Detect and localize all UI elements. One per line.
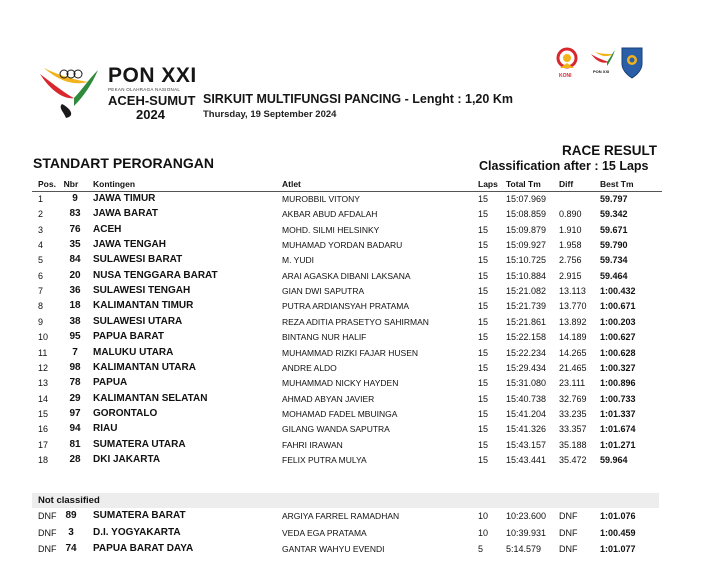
- table-row: [0, 438, 709, 453]
- cell-total: 15:08.859: [506, 209, 547, 220]
- cell-diff: DNF: [559, 511, 578, 521]
- cell-total: 15:09.927: [506, 240, 547, 251]
- cell-kontingen: GORONTALO: [93, 407, 158, 419]
- cell-nbr: 38: [69, 315, 81, 327]
- cell-kontingen: KALIMANTAN UTARA: [93, 361, 196, 373]
- cell-best: 1:00.733: [600, 393, 636, 404]
- cell-kontingen: DKI JAKARTA: [93, 453, 161, 465]
- cell-diff: 32.769: [559, 393, 587, 404]
- event-title: SIRKUIT MULTIFUNGSI PANCING - Lenght : 1,20 Km: [203, 92, 513, 106]
- cell-best: 59.734: [600, 255, 628, 266]
- cell-kontingen: SULAWESI BARAT: [93, 254, 183, 266]
- table-row: [0, 315, 709, 330]
- table-row: [0, 407, 709, 422]
- cell-best: 1:01.271: [600, 439, 636, 450]
- cell-nbr: 29: [69, 392, 81, 404]
- cell-best: 1:00.671: [600, 301, 636, 312]
- cell-diff: 13.770: [559, 301, 587, 312]
- cell-kontingen: KALIMANTAN SELATAN: [93, 392, 208, 404]
- cell-pos: 13: [38, 378, 49, 389]
- cell-laps: 15: [478, 454, 489, 465]
- cell-nbr: 81: [69, 438, 81, 450]
- cell-laps: 15: [478, 332, 489, 343]
- cell-best: 1:00.896: [600, 378, 636, 389]
- cell-diff: 21.465: [559, 362, 587, 373]
- cell-diff: 1.910: [559, 224, 582, 235]
- cell-diff: 23.111: [559, 378, 586, 389]
- cell-diff: 13.113: [559, 286, 586, 297]
- cell-diff: 0.890: [559, 209, 582, 220]
- table-row: [0, 392, 709, 407]
- cell-kontingen: SULAWESI UTARA: [93, 315, 183, 327]
- cell-total: 15:21.739: [506, 301, 547, 312]
- brand-region: ACEH-SUMUT: [108, 93, 196, 108]
- cell-nbr: 89: [65, 510, 77, 521]
- cell-nbr: 9: [72, 193, 78, 204]
- cell-nbr: 20: [69, 269, 81, 281]
- cell-total: 15:07.969: [506, 194, 547, 204]
- cell-pos: DNF: [38, 544, 57, 554]
- cell-total: 15:31.080: [506, 378, 547, 389]
- cell-kontingen: JAWA BARAT: [93, 208, 158, 220]
- cell-laps: 5: [478, 544, 484, 554]
- cell-laps: 15: [478, 209, 489, 220]
- cell-kontingen: PAPUA BARAT: [93, 331, 164, 343]
- cell-laps: 15: [478, 286, 489, 297]
- brand-year: 2024: [136, 107, 165, 122]
- cell-kontingen: PAPUA: [93, 377, 128, 389]
- cell-total: 15:22.158: [506, 332, 547, 343]
- cell-total: 15:29.434: [506, 362, 547, 373]
- cell-laps: 10: [478, 527, 489, 538]
- cell-atlet: REZA ADITIA PRASETYO SAHIRMAN: [282, 316, 429, 327]
- table-row: [0, 207, 709, 222]
- cell-atlet: ARGIYA FARREL RAMADHAN: [282, 511, 400, 521]
- cell-nbr: 98: [69, 361, 81, 373]
- cell-atlet: VEDA EGA PRATAMA: [282, 527, 367, 538]
- cell-nbr: 18: [69, 300, 81, 312]
- col-nbr: Nbr: [63, 179, 79, 189]
- cell-diff: 1.958: [559, 240, 582, 251]
- cell-total: 15:10.884: [506, 270, 547, 281]
- cell-total: 15:09.879: [506, 224, 547, 235]
- cell-pos: DNF: [38, 527, 57, 538]
- sponsor-emblems: [555, 44, 650, 88]
- cell-laps: 15: [478, 301, 489, 312]
- cell-pos: 3: [38, 224, 44, 235]
- cell-total: 15:43.441: [506, 454, 547, 465]
- cell-diff: DNF: [559, 527, 578, 538]
- col-best: Best Tm: [600, 179, 634, 189]
- cell-best: 1:01.077: [600, 544, 636, 554]
- table-row: [0, 453, 709, 468]
- cell-nbr: 36: [69, 285, 81, 297]
- cell-laps: 15: [478, 362, 489, 373]
- cell-pos: 6: [38, 270, 44, 281]
- cell-atlet: BINTANG NUR HALIF: [282, 332, 367, 343]
- cell-diff: 2.756: [559, 255, 582, 266]
- cell-total: 15:21.082: [506, 286, 547, 297]
- cell-total: 5:14.579: [506, 544, 542, 554]
- cell-best: 1:01.337: [600, 408, 636, 419]
- cell-diff: 14.189: [559, 332, 587, 343]
- cell-nbr: 76: [69, 223, 81, 235]
- cell-pos: DNF: [38, 511, 57, 521]
- race-result-heading: RACE RESULT: [561, 143, 657, 158]
- event-date: Thursday, 19 September 2024: [203, 109, 337, 120]
- not-classified-band: [32, 493, 659, 508]
- col-diff: Diff: [559, 179, 574, 189]
- cell-atlet: FAHRI IRAWAN: [282, 439, 343, 450]
- cell-total: 10:23.600: [506, 511, 547, 521]
- cell-pos: 17: [38, 439, 49, 450]
- cell-diff: DNF: [559, 544, 578, 554]
- cell-kontingen: KALIMANTAN TIMUR: [93, 300, 194, 312]
- cell-nbr: 95: [69, 331, 81, 343]
- cell-laps: 15: [478, 270, 489, 281]
- cell-diff: 13.892: [559, 316, 587, 327]
- cell-atlet: MOHD. SILMI HELSINKY: [282, 224, 380, 235]
- cell-pos: 1: [38, 194, 44, 204]
- pon-small-emblem-icon: [591, 50, 615, 66]
- cell-pos: 16: [38, 424, 49, 435]
- table-row: [0, 509, 709, 524]
- cell-nbr: 97: [69, 407, 81, 419]
- cell-laps: 15: [478, 378, 489, 389]
- cell-diff: 35.188: [559, 439, 587, 450]
- cell-best: 59.671: [600, 224, 628, 235]
- cell-best: 59.797: [600, 194, 628, 204]
- cell-total: 15:22.234: [506, 347, 547, 358]
- cell-pos: 12: [38, 362, 49, 373]
- cell-atlet: ARAI AGASKA DIBANI LAKSANA: [282, 270, 411, 281]
- cell-laps: 10: [478, 511, 489, 521]
- cell-kontingen: SUMATERA UTARA: [93, 438, 186, 450]
- cell-nbr: 28: [69, 453, 81, 465]
- cell-diff: 33.235: [559, 408, 587, 419]
- table-row: [0, 223, 709, 238]
- cell-nbr: 7: [72, 346, 78, 358]
- koni-label: KONI: [559, 73, 572, 79]
- cell-kontingen: NUSA TENGGARA BARAT: [93, 269, 218, 281]
- cell-best: 1:00.432: [600, 286, 636, 297]
- brand-title: PON XXI: [108, 64, 197, 87]
- cell-best: 1:00.628: [600, 347, 636, 358]
- table-row: [0, 192, 709, 207]
- cell-pos: 9: [38, 316, 44, 327]
- cell-pos: 18: [38, 454, 49, 465]
- cell-atlet: MOHAMAD FADEL MBUINGA: [282, 408, 398, 419]
- cell-best: 59.342: [600, 209, 628, 220]
- cell-best: 1:00.627: [600, 332, 636, 343]
- cell-pos: 5: [38, 255, 44, 266]
- pon-xxi-logo-icon: [36, 60, 106, 120]
- cell-kontingen: SUMATERA BARAT: [93, 510, 186, 521]
- cell-nbr: 83: [69, 208, 81, 220]
- cell-diff: 35.472: [559, 454, 587, 465]
- cell-laps: 15: [478, 224, 489, 235]
- section-title: STANDART PERORANGAN: [33, 155, 214, 171]
- koni-emblem-icon: [558, 49, 576, 68]
- cell-pos: 15: [38, 408, 49, 419]
- pon-small-label: PON XXI: [593, 69, 610, 74]
- table-row: [0, 238, 709, 253]
- cell-best: 59.464: [600, 270, 628, 281]
- cell-atlet: MUHAMAD YORDAN BADARU: [282, 240, 403, 251]
- classification-after: Classification after : 15 Laps: [479, 159, 649, 173]
- cell-pos: 14: [38, 393, 49, 404]
- cell-pos: 4: [38, 240, 44, 251]
- cell-total: 15:43.157: [506, 439, 547, 450]
- cell-total: 15:40.738: [506, 393, 547, 404]
- cell-atlet: MUHAMMAD NICKY HAYDEN: [282, 378, 399, 389]
- cell-laps: 15: [478, 424, 489, 435]
- table-row: [0, 299, 709, 314]
- col-laps: Laps: [478, 179, 498, 189]
- cell-best: 1:00.203: [600, 316, 636, 327]
- cell-laps: 15: [478, 316, 489, 327]
- cell-laps: 15: [478, 255, 489, 266]
- cell-atlet: AHMAD ABYAN JAVIER: [282, 393, 375, 404]
- cell-atlet: MUHAMMAD RIZKI FAJAR HUSEN: [282, 347, 419, 358]
- cell-kontingen: RIAU: [93, 423, 118, 435]
- cell-laps: 15: [478, 393, 489, 404]
- cell-atlet: FELIX PUTRA MULYA: [282, 454, 367, 465]
- cell-atlet: M. YUDI: [282, 255, 314, 266]
- table-row: [0, 376, 709, 391]
- cell-nbr: 35: [69, 239, 81, 251]
- cell-total: 10:39.931: [506, 527, 547, 538]
- cell-total: 15:10.725: [506, 255, 547, 266]
- cell-kontingen: D.I. YOGYAKARTA: [93, 526, 181, 538]
- cell-total: 15:41.326: [506, 424, 547, 435]
- table-row: [0, 526, 709, 541]
- cell-nbr: 3: [68, 526, 74, 538]
- table-row: [0, 284, 709, 299]
- cell-atlet: ANDRE ALDO: [282, 362, 337, 373]
- table-row: [0, 346, 709, 361]
- cell-nbr: 78: [69, 377, 81, 389]
- col-kontingen: Kontingen: [93, 179, 136, 189]
- cell-kontingen: JAWA TENGAH: [93, 239, 166, 251]
- cell-diff: 2.915: [559, 270, 582, 281]
- cell-nbr: 84: [69, 254, 81, 266]
- table-row: [0, 361, 709, 376]
- table-header: [0, 177, 709, 192]
- cell-best: 59.964: [600, 454, 628, 465]
- cell-best: 59.790: [600, 240, 628, 251]
- shield-emblem-icon: [622, 48, 642, 78]
- cell-total: 15:41.204: [506, 408, 547, 419]
- col-atlet: Atlet: [282, 179, 301, 189]
- not-classified-label: Not classified: [38, 495, 100, 506]
- table-row: [0, 269, 709, 284]
- cell-laps: 15: [478, 439, 489, 450]
- cell-pos: 7: [38, 286, 44, 297]
- cell-diff: 33.357: [559, 424, 587, 435]
- cell-pos: 11: [38, 347, 48, 358]
- cell-kontingen: JAWA TIMUR: [93, 193, 156, 204]
- cell-atlet: GANTAR WAHYU EVENDI: [282, 544, 385, 554]
- table-row: [0, 253, 709, 268]
- cell-best: 1:00.459: [600, 527, 636, 538]
- brand-subtitle: PEKAN OLAHRAGA NASIONAL: [108, 87, 181, 92]
- cell-atlet: GIAN DWI SAPUTRA: [282, 286, 365, 297]
- cell-atlet: MUROBBIL VITONY: [282, 194, 360, 204]
- cell-atlet: GILANG WANDA SAPUTRA: [282, 424, 390, 435]
- cell-pos: 10: [38, 332, 49, 343]
- cell-laps: 15: [478, 408, 489, 419]
- cell-kontingen: PAPUA BARAT DAYA: [93, 543, 194, 554]
- table-row: [0, 422, 709, 437]
- cell-kontingen: SULAWESI TENGAH: [93, 285, 191, 297]
- cell-atlet: PUTRA ARDIANSYAH PRATAMA: [282, 301, 410, 312]
- cell-kontingen: MALUKU UTARA: [93, 346, 174, 358]
- cell-nbr: 74: [65, 543, 77, 554]
- cell-nbr: 94: [69, 423, 81, 435]
- cell-total: 15:21.861: [506, 316, 547, 327]
- table-row: [0, 330, 709, 345]
- cell-laps: 15: [478, 240, 489, 251]
- col-total: Total Tm: [506, 179, 541, 189]
- cell-best: 1:01.076: [600, 511, 636, 521]
- cell-best: 1:00.327: [600, 362, 636, 373]
- cell-best: 1:01.674: [600, 424, 636, 435]
- cell-kontingen: ACEH: [93, 223, 122, 235]
- cell-pos: 8: [38, 301, 44, 312]
- cell-atlet: AKBAR ABUD AFDALAH: [282, 209, 378, 220]
- cell-laps: 15: [478, 194, 489, 204]
- col-pos: Pos.: [38, 179, 56, 189]
- table-row: [0, 542, 709, 557]
- cell-laps: 15: [478, 347, 489, 358]
- cell-diff: 14.265: [559, 347, 587, 358]
- cell-pos: 2: [38, 209, 44, 220]
